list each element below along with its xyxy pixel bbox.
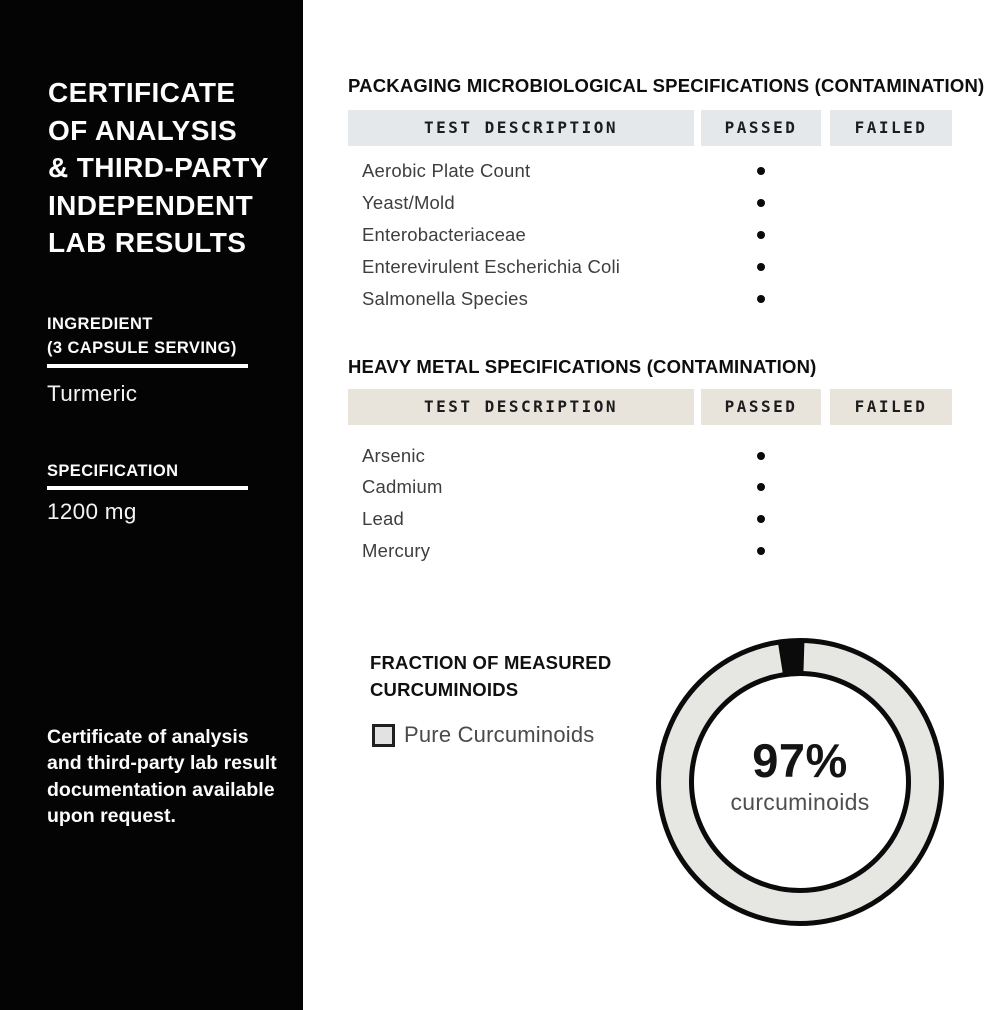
passed-dot-icon <box>757 483 765 491</box>
test-description: Aerobic Plate Count <box>362 160 531 181</box>
column-header-test-description: TEST DESCRIPTION <box>348 110 694 146</box>
page-title-line: LAB RESULTS <box>48 227 247 258</box>
table1-header-row <box>348 110 952 146</box>
table-row <box>348 155 952 187</box>
passed-dot-icon <box>757 199 765 207</box>
table2-header-row <box>348 389 952 425</box>
test-description: Arsenic <box>362 444 426 466</box>
page-title <box>48 74 269 262</box>
passed-dot-icon <box>757 167 765 175</box>
specification-label: SPECIFICATION <box>47 462 179 480</box>
ingredient-label-line1: INGREDIENT <box>47 315 153 333</box>
chart-title-line2: CURCUMINOIDS <box>370 679 519 700</box>
table-row <box>348 283 952 315</box>
test-description: Lead <box>362 507 404 529</box>
ingredient-value: Turmeric <box>47 381 138 406</box>
page-title-line: CERTIFICATE <box>48 77 236 108</box>
table-row <box>348 440 952 472</box>
page-title-line: OF ANALYSIS <box>48 114 238 146</box>
passed-dot-icon <box>757 231 765 239</box>
legend-swatch-icon <box>372 724 395 747</box>
page-title-line: INDEPENDENT <box>48 189 254 221</box>
column-header-failed: FAILED <box>830 110 952 146</box>
table-row <box>348 503 952 535</box>
passed-dot-icon <box>757 515 765 523</box>
table-row <box>348 535 952 567</box>
table2-body <box>348 440 952 566</box>
table2-title: HEAVY METAL SPECIFICATIONS (CONTAMINATION) <box>348 356 817 377</box>
passed-dot-icon <box>757 263 765 271</box>
column-header-test-description: TEST DESCRIPTION <box>348 389 694 425</box>
page-title-line: & THIRD-PARTY <box>48 152 269 183</box>
chart-title <box>370 649 611 703</box>
test-description: Cadmium <box>362 476 443 498</box>
test-description: Enterevirulent Escherichia Coli <box>362 256 621 277</box>
divider <box>47 486 248 490</box>
test-description: Salmonella Species <box>362 288 529 309</box>
table1-body <box>348 155 952 315</box>
ingredient-label-line2: (3 CAPSULE SERVING) <box>47 339 237 357</box>
table1-title: PACKAGING MICROBIOLOGICAL SPECIFICATIONS (CONTAMINATION) <box>348 75 985 96</box>
sidebar <box>0 0 303 1010</box>
table-row <box>348 219 952 251</box>
chart-title-line1: FRACTION OF MEASURED <box>370 652 612 673</box>
column-header-failed: FAILED <box>830 389 952 425</box>
donut-percent-value: 97% <box>752 734 848 787</box>
ingredient-label <box>47 312 237 360</box>
passed-dot-icon <box>757 295 765 303</box>
donut-remainder-slice <box>780 657 803 659</box>
table-row <box>348 251 952 283</box>
column-header-passed: PASSED <box>701 389 821 425</box>
test-description: Enterobacteriaceae <box>362 224 527 245</box>
table-row <box>348 472 952 504</box>
chart-legend <box>372 722 594 748</box>
passed-dot-icon <box>757 452 765 460</box>
specification-value: 1200 mg <box>47 499 137 524</box>
donut-percent-label: curcuminoids <box>730 789 870 815</box>
test-description: Mercury <box>362 539 431 561</box>
passed-dot-icon <box>757 547 765 555</box>
test-description: Yeast/Mold <box>362 192 455 213</box>
footnote: Certificate of analysis and third-party lab result documentation available upon request. <box>47 726 277 827</box>
column-header-passed: PASSED <box>701 110 821 146</box>
legend-label: Pure Curcuminoids <box>404 722 595 747</box>
divider <box>47 364 248 368</box>
table-row <box>348 187 952 219</box>
